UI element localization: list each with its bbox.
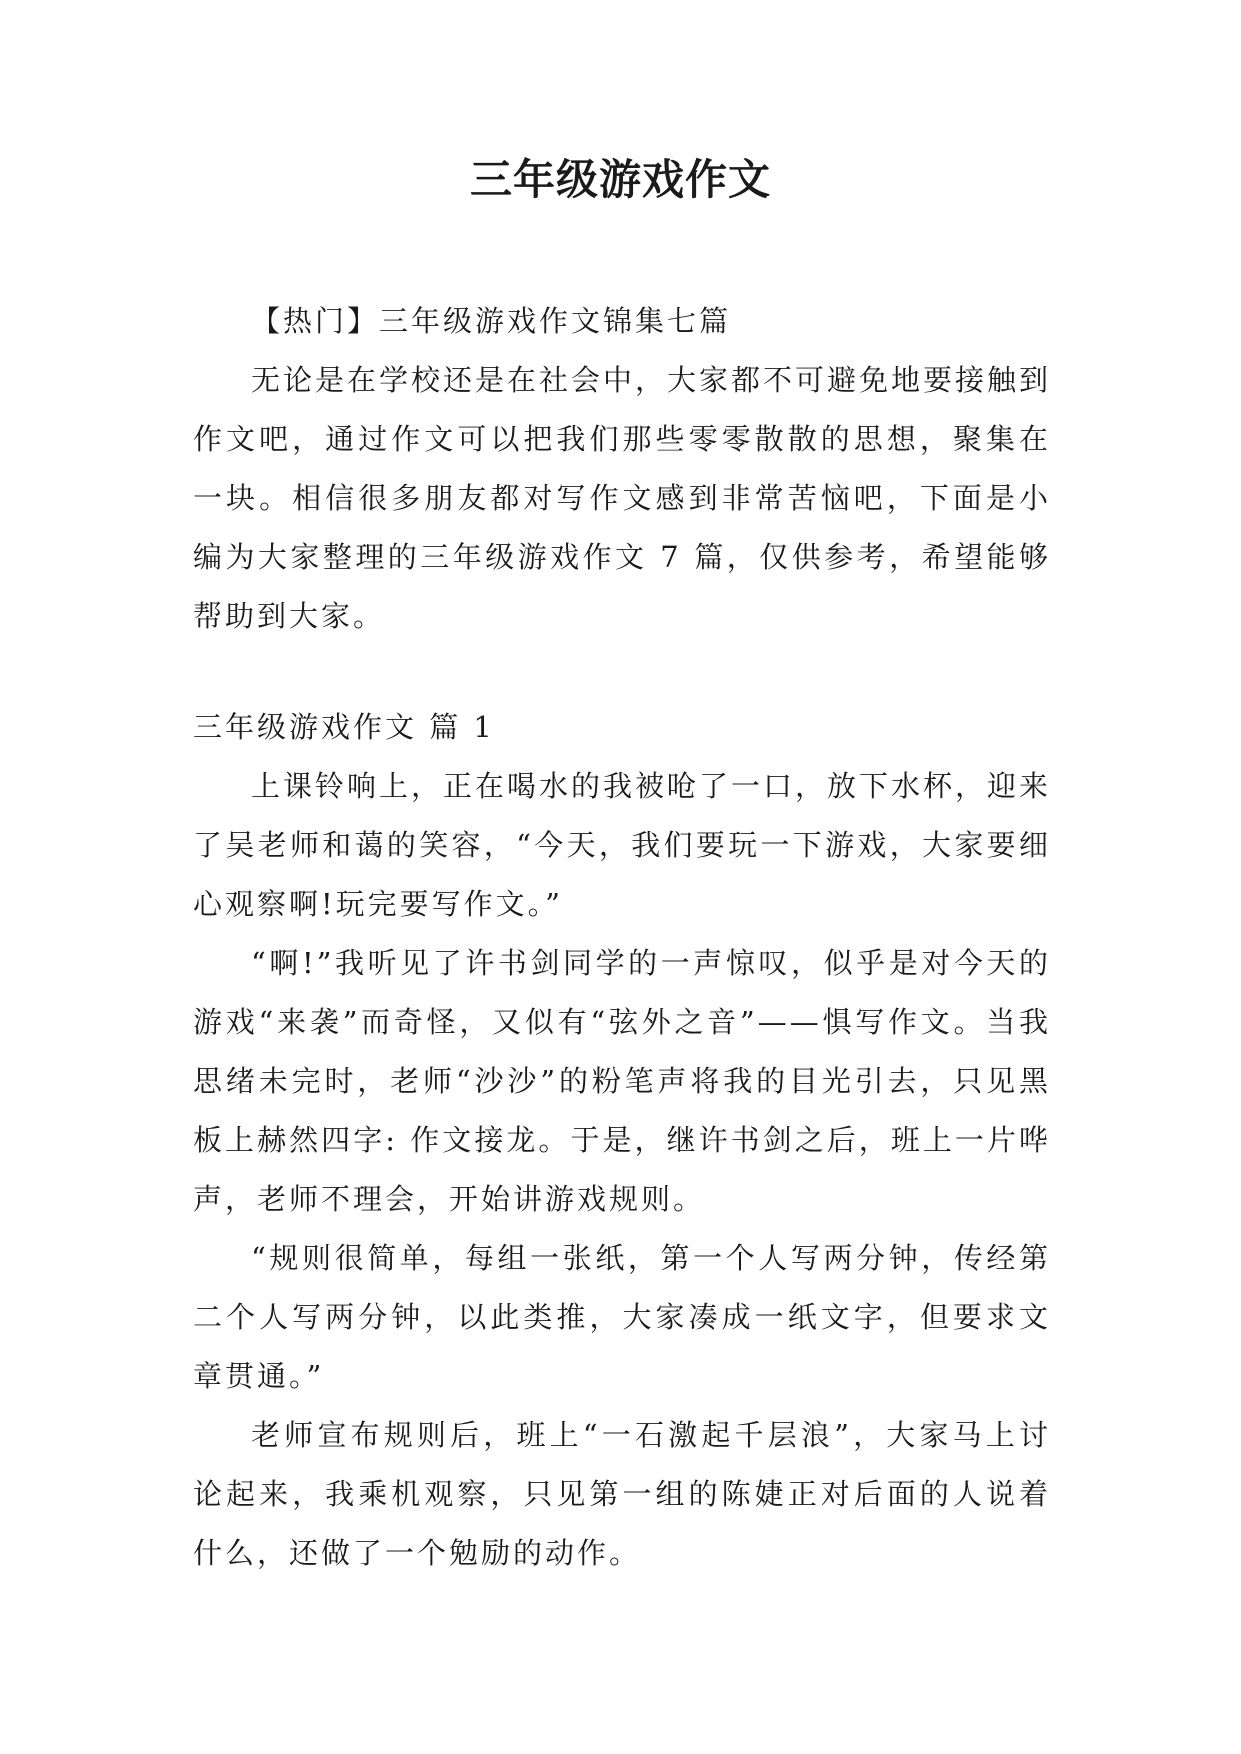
section-heading: 三年级游戏作文 篇 1 [193,710,495,744]
body-paragraph: “啊!”我听见了许书剑同学的一声惊叹，似乎是对今天的游戏“来袭”而奇怪，又似有“弦外之音”——惧写作文。当我思绪未完时，老师“沙沙”的粉笔声将我的目光引去，只见黑板上赫然四字: 作文接龙。于是，继许书剑之后，班上一片哗声，老师不理会，开始讲游戏规则。 [193,946,1051,1216]
document-subtitle: 【热门】三年级游戏作文锦集七篇 [251,304,732,338]
document-body [193,292,1051,1583]
body-paragraph: 老师宣布规则后，班上“一石激起千层浪”，大家马上讨论起来，我乘机观察，只见第一组的陈婕正对后面的人说着什么，还做了一个勉励的动作。 [193,1418,1051,1570]
body-paragraph: “规则很简单，每组一张纸，第一个人写两分钟，传经第二个人写两分钟，以此类推，大家凑成一纸文字，但要求文章贯通。” [193,1241,1051,1393]
body-paragraph: 上课铃响上，正在喝水的我被呛了一口，放下水杯，迎来了吴老师和蔼的笑容，“今天，我们要玩一下游戏，大家要细心观察啊!玩完要写作文。” [193,769,1052,921]
document-title: 三年级游戏作文 [469,155,771,204]
intro-paragraph: 无论是在学校还是在社会中，大家都不可避免地要接触到作文吧，通过作文可以把我们那些零零散散的思想，聚集在一块。相信很多朋友都对写作文感到非常苦恼吧，下面是小编为大家整理的三年级游戏作文 7 篇，仅供参考，希望能够帮助到大家。 [193,363,1052,633]
